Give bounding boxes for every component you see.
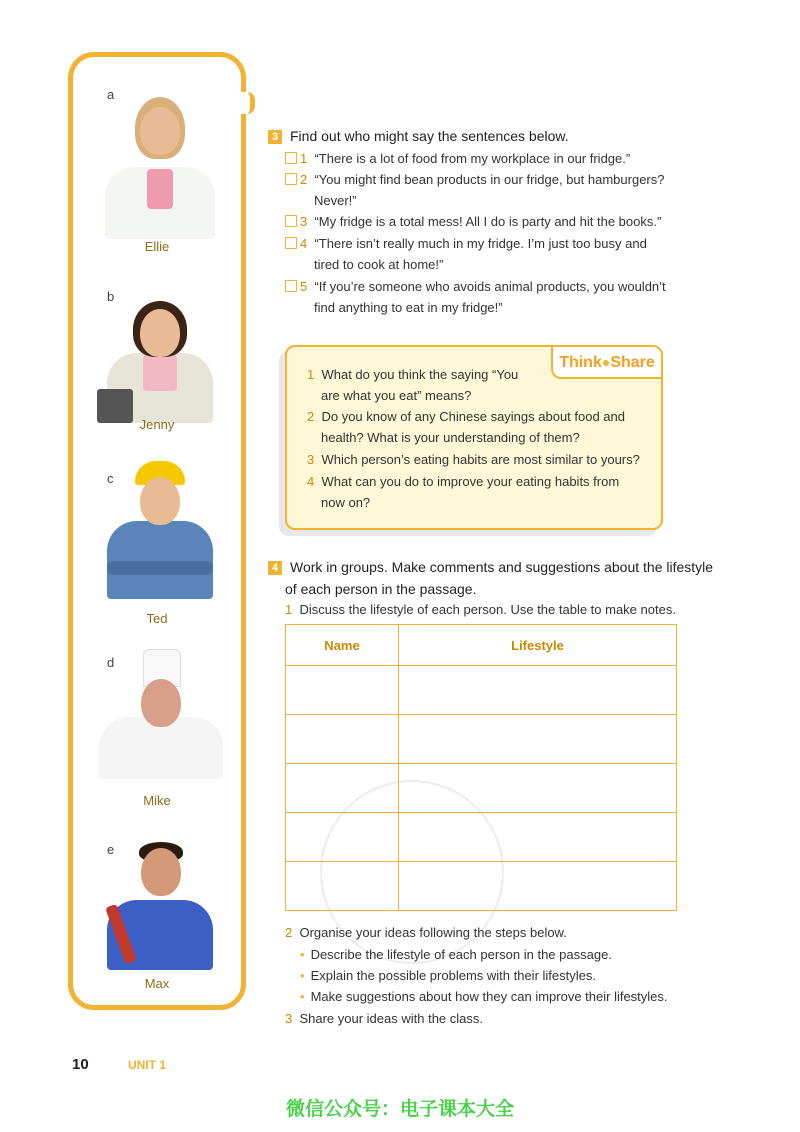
sentence-3 <box>285 211 661 232</box>
section-4-heading <box>268 556 713 578</box>
section-3-heading <box>268 125 569 147</box>
think-question-1 <box>307 364 518 385</box>
sentence-text: “If you’re someone who avoids animal products, you wouldn’t <box>314 279 666 294</box>
bullet-dot: • <box>300 968 305 983</box>
answer-checkbox[interactable] <box>285 173 297 185</box>
think-question-2 <box>307 406 625 427</box>
think-question-1-cont: are what you eat” means? <box>321 388 472 403</box>
sentence-4-cont: tired to cook at home!” <box>314 257 444 272</box>
bullet-dot: • <box>300 947 305 962</box>
step-number: 2 <box>285 925 293 940</box>
name-column-header: Name <box>286 625 399 666</box>
answer-checkbox[interactable] <box>285 280 297 292</box>
table-row <box>286 715 677 764</box>
lifestyle-cell[interactable] <box>399 666 677 715</box>
page-number: 10 <box>72 1056 89 1073</box>
step-text: Discuss the lifestyle of each person. Use the table to make notes. <box>299 602 676 617</box>
question-number: 3 <box>307 452 315 467</box>
person-name: Ted <box>146 611 168 626</box>
sentence-2 <box>285 169 664 190</box>
sidebar-tab <box>238 92 255 114</box>
step-number: 1 <box>285 602 293 617</box>
think-label: Think <box>559 354 602 371</box>
person-name: Mike <box>143 793 171 808</box>
step-2-bullet-2 <box>300 965 596 986</box>
step-number: 3 <box>285 1011 293 1026</box>
question-number: 2 <box>307 409 315 424</box>
sentence-text: “My fridge is a total mess! All I do is party and hit the books.” <box>314 214 662 229</box>
doctor-figure <box>95 97 225 237</box>
person-letter: e <box>107 842 115 857</box>
bullet-text: Explain the possible problems with their lifestyles. <box>310 968 596 983</box>
item-number: 4 <box>300 236 308 251</box>
table-row <box>286 666 677 715</box>
bullet-dot: • <box>300 989 305 1004</box>
item-number: 5 <box>300 279 308 294</box>
item-number: 3 <box>300 214 308 229</box>
person-name: Max <box>144 976 170 991</box>
person-name: Ellie <box>144 239 170 254</box>
lifestyle-notes-table <box>285 624 677 911</box>
chef-figure <box>95 649 225 789</box>
answer-checkbox[interactable] <box>285 237 297 249</box>
step-text: Share your ideas with the class. <box>299 1011 484 1026</box>
sentence-2-cont: Never!” <box>314 193 357 208</box>
table-row <box>286 862 677 911</box>
name-cell[interactable] <box>286 666 399 715</box>
bullet-text: Make suggestions about how they can improve their lifestyles. <box>310 989 668 1004</box>
step-2-bullet-1 <box>300 944 612 965</box>
table-header-row <box>286 625 677 666</box>
person-name: Jenny <box>139 417 175 432</box>
bullet-text: Describe the lifestyle of each person in the passage. <box>310 947 612 962</box>
section-4-title: Work in groups. Make comments and suggestions about the lifestyle <box>290 559 714 575</box>
section-number: 4 <box>268 561 282 575</box>
name-cell[interactable] <box>286 764 399 813</box>
unit-label: UNIT 1 <box>128 1058 167 1072</box>
student-figure <box>95 301 225 421</box>
lifestyle-cell[interactable] <box>399 715 677 764</box>
section-number: 3 <box>268 130 282 144</box>
answer-checkbox[interactable] <box>285 152 297 164</box>
section-3-title: Find out who might say the sentences below. <box>290 128 569 144</box>
think-share-label <box>551 347 661 379</box>
sentence-5-cont: find anything to eat in my fridge!” <box>314 300 503 315</box>
answer-checkbox[interactable] <box>285 215 297 227</box>
think-question-3 <box>307 449 640 470</box>
step-1 <box>285 599 676 620</box>
table-row <box>286 764 677 813</box>
person-letter: c <box>107 471 114 486</box>
name-cell[interactable] <box>286 715 399 764</box>
question-number: 4 <box>307 474 315 489</box>
name-cell[interactable] <box>286 813 399 862</box>
people-sidebar <box>68 52 246 1010</box>
step-text: Organise your ideas following the steps below. <box>299 925 567 940</box>
name-cell[interactable] <box>286 862 399 911</box>
lightbulb-icon: ● <box>601 354 611 370</box>
question-text: Do you know of any Chinese sayings about food and <box>321 409 626 424</box>
question-text: What can you do to improve your eating habits from <box>321 474 620 489</box>
question-number: 1 <box>307 367 315 382</box>
share-label: Share <box>610 354 655 371</box>
lifestyle-cell[interactable] <box>399 813 677 862</box>
think-share-box <box>285 345 663 530</box>
question-text: Which person’s eating habits are most similar to yours? <box>321 452 640 467</box>
lifestyle-column-header: Lifestyle <box>399 625 677 666</box>
sentence-text: “There isn’t really much in my fridge. I’m just too busy and <box>314 236 647 251</box>
sentence-1 <box>285 148 630 169</box>
item-number: 1 <box>300 151 308 166</box>
sentence-5 <box>285 276 666 297</box>
question-text: What do you think the saying “You <box>321 367 519 382</box>
table-row <box>286 813 677 862</box>
think-question-4 <box>307 471 619 492</box>
sentence-text: “You might find bean products in our fridge, but hamburgers? <box>314 172 665 187</box>
person-letter: a <box>107 87 115 102</box>
watermark-text: 微信公众号：电子课本大全 <box>285 1099 514 1120</box>
think-question-4-cont: now on? <box>321 495 371 510</box>
max-figure <box>95 842 225 972</box>
lifestyle-cell[interactable] <box>399 862 677 911</box>
person-letter: d <box>107 655 115 670</box>
think-question-2-cont: health? What is your understanding of them? <box>321 430 580 445</box>
person-letter: b <box>107 289 115 304</box>
section-4-heading-cont: of each person in the passage. <box>285 581 477 597</box>
step-3 <box>285 1008 483 1029</box>
sentence-text: “There is a lot of food from my workplace in our fridge.” <box>314 151 631 166</box>
step-2 <box>285 922 567 943</box>
lifestyle-cell[interactable] <box>399 764 677 813</box>
item-number: 2 <box>300 172 308 187</box>
step-2-bullet-3 <box>300 986 668 1007</box>
sentence-4 <box>285 233 647 254</box>
worker-figure <box>95 461 225 601</box>
